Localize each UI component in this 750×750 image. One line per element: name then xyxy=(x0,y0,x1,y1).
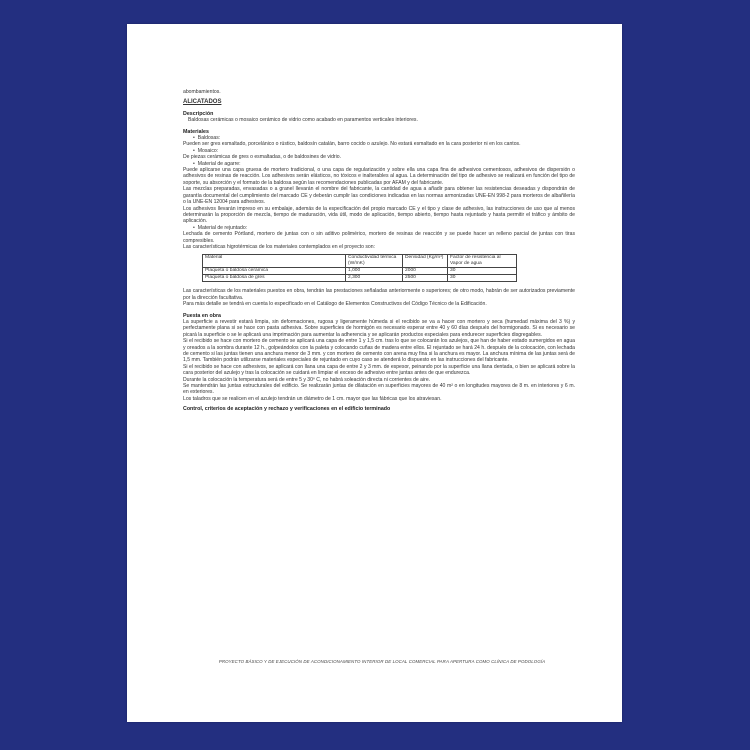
section-title: ALICATADOS xyxy=(183,99,222,106)
rejuntado-label: • Material de rejuntado: xyxy=(183,225,575,231)
agarre-text-3: Los adhesivos llevarán impreso en su embalaje, además de la especificación del propio marcado CE y el tipo y clase de adhesivo, las instrucciones de uso que al menos determinarán la proporción de mezcla, tiempo de maduración, vida útil, modo de aplicación, tiempo abierto, tiempo hasta rejuntado y hasta permitir el tráfico y ámbito de aplicación. xyxy=(183,205,575,225)
page-footer: PROYECTO BÁSICO Y DE EJECUCIÓN DE ACONDICIONAMIENTO INTERIOR DE LOCAL COMERCIAL PARA APERTURA COMO CLÍNICA DE PODOLOGÍA xyxy=(218,659,546,664)
puesta-p1: La superficie a revestir estará limpia, sin deformaciones, rugosa y ligeramente húmeda si el recibido se va a hacer con mortero y seca (humedad máxima del 3 %) y perfectamente plana si se hace con pasta adhesiva. Sobre superficies de hormigón es necesario esperar entre 40 y 60 días después del hormigonado. Si es necesario se picará la superficie o se le aplicará una imprimación para aumentar la adherencia y se aplicarán productos especiales para endurecer superficies disgregables. xyxy=(183,318,575,338)
document-page xyxy=(127,24,622,722)
top-line: abombamientos. xyxy=(183,89,221,95)
table-header-cell: Densidad (Kg/m³) xyxy=(403,255,448,268)
table-cell: 2500 xyxy=(403,275,448,282)
descripcion-text: Baldosas cerámicas o mosaico cerámico de vidrio como acabado en paramentos verticales interiores. xyxy=(188,117,418,124)
agarre-text-2: Las mezclas preparadas, envasadas o a granel llevarán el nombre del fabricante, la cantidad de agua a añadir para obtener las resistencias deseadas y dispondrán de garantía documental del cumplimiento del marcado CE y deberán cumplir las condiciones indicadas en las normas armonizadas UNE-EN 998-2 para morteros de albañilería o la UNE-EN 12004 para adhesivos. xyxy=(183,186,575,206)
page-content xyxy=(183,89,575,413)
mosaico-text: De piezas cerámicas de gres o esmaltadas, o de baldosines de vidrio. xyxy=(183,154,341,161)
table-header-row xyxy=(203,255,517,268)
hygrothermal-table xyxy=(202,254,517,282)
baldosas-text: Pueden ser gres esmaltado, porcelánico o rústico, baldosín catalán, barro cocido o azulejo. No estará esmaltado en la cara posterior ni en los cantos. xyxy=(183,141,521,148)
puesta-p4: Durante la colocación la temperatura será de entre 5 y 30º C, no habrá soleación directa ni corrientes de aire. xyxy=(183,376,431,383)
descripcion-heading: Descripción xyxy=(183,110,214,117)
table-row xyxy=(203,275,517,282)
puesta-p6: Los taladros que se realicen en el azulejo tendrán un diámetro de 1 cm. mayor que las fábricas que los atraviesan. xyxy=(183,395,442,402)
puesta-heading: Puesta en obra xyxy=(183,312,221,319)
agarre-text-1: Puede aplicarse una capa gruesa de mortero tradicional, o una capa de regularización y sobre ella una capa fina de adhesivos cementosos, adhesivos de dispersión o adhesivos de resinas de reacción. Los adhesivos serán elásticos, no tóxicos e inalterables al agua. La determinación del tipo de adhesivo se realizará en función del tipo de soporte, su absorción y el formato de la baldosa según las recomendaciones publicadas por AFAM y del fabricante. xyxy=(183,167,575,186)
puesta-p2: Si el recibido se hace con mortero de cemento se aplicará una capa de entre 1 y 1,5 cm. tras lo que se colocarán los azulejos, que han de haber estado sumergidos en agua y oreados a la sombra durante 12 h., golpeándolos con la paleta y colocando cuñas de madera entre ellos. El rejuntado se hará 24 h. después de la colocación, con lechada de cemento si las juntas tienen una anchura menor de 3 mm. y con mortero de cemento con arena muy fina si la anchura es mayor. La anchura mínima de las juntas será de 1,5 mm. También podrán utilizarse materiales especiales de rejuntado en cuyo caso se atenderá lo dispuesto en las instrucciones del fabricante. xyxy=(183,338,575,364)
baldosas-label: • Baldosas: xyxy=(183,135,575,141)
after-table-2: Para más detalle se tendrá en cuenta lo especificado en el Catálogo de Elementos Constructivos del Código Técnico de la Edificación. xyxy=(183,301,487,308)
rejuntado-text: Lechada de cemento Pórtland, mortero de juntas con o sin aditivo polimérico, mortero de resinas de reacción y se puede hacer un relleno parcial de juntas con tiras compresibles. xyxy=(183,231,575,244)
after-table-1: Las características de los materiales puestos en obra, tendrán las prestaciones señaladas anteriormente o superiores; de otro modo, habrán de ser autorizados previamente por la dirección facultativa. xyxy=(183,288,575,301)
table-header-cell: Factor de resistencia al Vapor de agua xyxy=(448,255,517,268)
table-cell: 2,300 xyxy=(346,275,403,282)
mosaico-label: • Mosaico: xyxy=(183,148,575,154)
puesta-p3: Si el recibido se hace con adhesivos, se aplicará con llana una capa de entre 2 y 3 mm. de espesor, peinando por la superficie una llana dentada, o bien se aplicará sobre la cara posterior del azulejo y tras la colocación se cuidará en limpiar el exceso de adhesivo entre juntas antes de que endurezca. xyxy=(183,363,575,377)
table-cell: Plaqueta o baldosa cerámica xyxy=(203,268,346,275)
table-cell: 2000 xyxy=(403,268,448,275)
table-header-cell: Material xyxy=(203,255,346,268)
puesta-p5: Se mantendrán las juntas estructurales del edificio. Se realizarán juntas de dilatación en superficies mayores de 40 m² o en longitudes mayores de 8 m. en interiores y 6 m. en exteriores. xyxy=(183,383,575,396)
table-cell: 30 xyxy=(448,268,517,275)
table-cell: 30 xyxy=(448,275,517,282)
table-row xyxy=(203,268,517,275)
table-cell: Plaqueta o baldosa de gres xyxy=(203,275,346,282)
table-cell: 1,000 xyxy=(346,268,403,275)
control-heading: Control, criterios de aceptación y rechazo y verificaciones en el edificio terminado xyxy=(183,406,391,413)
materiales-heading: Materiales xyxy=(183,128,209,135)
table-header-cell: Conductividad térmica (W/mK) xyxy=(346,255,403,268)
agarre-label: • Material de agarre: xyxy=(183,161,575,167)
table-intro: Las características higrotérmicas de los materiales contemplados en el proyecto son: xyxy=(183,243,375,250)
